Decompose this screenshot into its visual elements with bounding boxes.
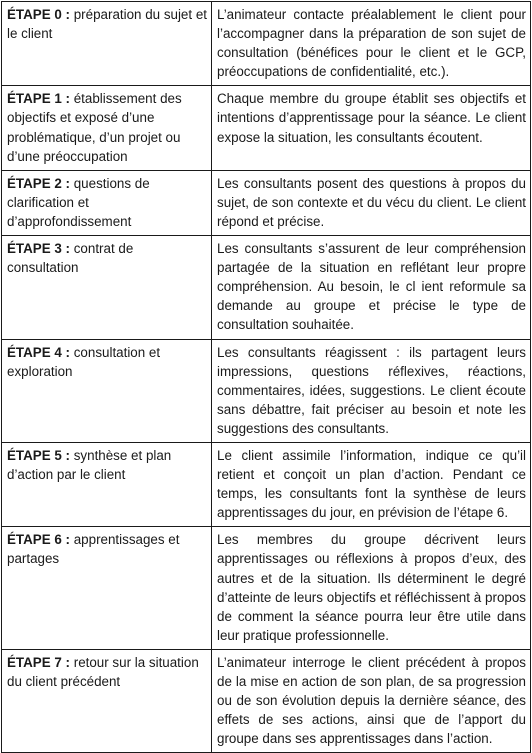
step-title: ÉTAPE 6 xyxy=(7,532,62,548)
step-subtitle: contrat de consultation xyxy=(7,241,134,276)
step-title: ÉTAPE 5 xyxy=(7,447,62,463)
step-subtitle: établissement des objectifs et exposé d’une problématique, d’un projet ou d’une préoccupation xyxy=(7,91,182,164)
table-row xyxy=(2,442,531,526)
step-subtitle: apprentissages et partages xyxy=(7,532,180,567)
step-description: Les consultants réagissent : ils partagent leurs impressions, questions réflexives, réactions, commentaires, idées, suggestions. Le client écoute sans débattre, fait préciser au besoin et note les suggestions des consultants. xyxy=(212,339,531,442)
step-cell: ÉTAPE 5 : synthèse et plan d’action par le client xyxy=(2,442,212,526)
step-cell: ÉTAPE 1 : établissement des objectifs et exposé d’une problématique, d’un projet ou d’une préoccupation xyxy=(2,86,212,170)
step-title: ÉTAPE 1 xyxy=(7,91,62,107)
step-cell: ÉTAPE 3 : contrat de consultation xyxy=(2,236,212,339)
step-description: Les consultants posent des questions à propos du sujet, de son contexte et du vécu du client. Le client répond et précise. xyxy=(212,170,531,235)
step-description: L’animateur interroge le client précédent à propos de la mise en action de son plan, de sa progression ou de son évolution depuis la dernière séance, des effets de ses actions, ainsi que de l’apport du groupe dans ses apprentissages dans l’action. xyxy=(212,649,531,752)
table-row xyxy=(2,527,531,650)
step-title: ÉTAPE 7 xyxy=(7,654,62,670)
step-subtitle: questions de clarification et d’approfondissement xyxy=(7,175,150,229)
table-row xyxy=(2,86,531,170)
step-cell: ÉTAPE 6 : apprentissages et partages xyxy=(2,527,212,650)
table-row xyxy=(2,2,531,86)
step-description: Chaque membre du groupe établit ses objectifs et intentions d’apprentissage pour la séance. Le client expose la situation, les consultants écoutent. xyxy=(212,86,531,170)
step-description: Les consultants s’assurent de leur compréhension partagée de la situation en reflétant leur propre compréhension. Au besoin, le cl ient reformule sa demande au groupe et précise le type de consultation souhaitée. xyxy=(212,236,531,339)
step-subtitle: consultation et exploration xyxy=(7,344,161,379)
step-subtitle: retour sur la situation du client précédent xyxy=(7,654,199,689)
step-cell: ÉTAPE 2 : questions de clarification et d’approfondissement xyxy=(2,170,212,235)
steps-table xyxy=(1,1,531,753)
step-cell: ÉTAPE 4 : consultation et exploration xyxy=(2,339,212,442)
table-row xyxy=(2,170,531,235)
step-subtitle: préparation du sujet et le client xyxy=(7,7,207,42)
step-subtitle: synthèse et plan d’action par le client xyxy=(7,447,172,483)
step-title: ÉTAPE 2 xyxy=(7,175,62,191)
step-description: L’animateur contacte préalablement le client pour l’accompagner dans la préparation de son sujet de consultation (bénéfices pour le client et le GCP, préoccupations de confidentialité, etc.). xyxy=(212,2,531,86)
step-cell: ÉTAPE 7 : retour sur la situation du client précédent xyxy=(2,649,212,752)
step-description: Les membres du groupe décrivent leurs apprentissages ou réflexions à propos d’eux, des autres et de la situation. Ils déterminent le degré d’atteinte de leurs objectifs et réfléchissent à propos de comment la séance pourra leur être utile dans leur pratique professionnelle. xyxy=(212,527,531,650)
step-description: Le client assimile l’information, indique ce qu’il retient et conçoit un plan d’action. Pendant ce temps, les consultants font la synthèse de leurs apprentissages du jour, en prévision de l’étape 6. xyxy=(212,442,531,526)
step-title: ÉTAPE 3 xyxy=(7,241,62,257)
table-row xyxy=(2,236,531,339)
step-title: ÉTAPE 4 xyxy=(7,344,62,360)
step-title: ÉTAPE 0 xyxy=(7,7,62,22)
table-row xyxy=(2,649,531,752)
table-row xyxy=(2,339,531,442)
step-cell: ÉTAPE 0 : préparation du sujet et le client xyxy=(2,2,212,86)
